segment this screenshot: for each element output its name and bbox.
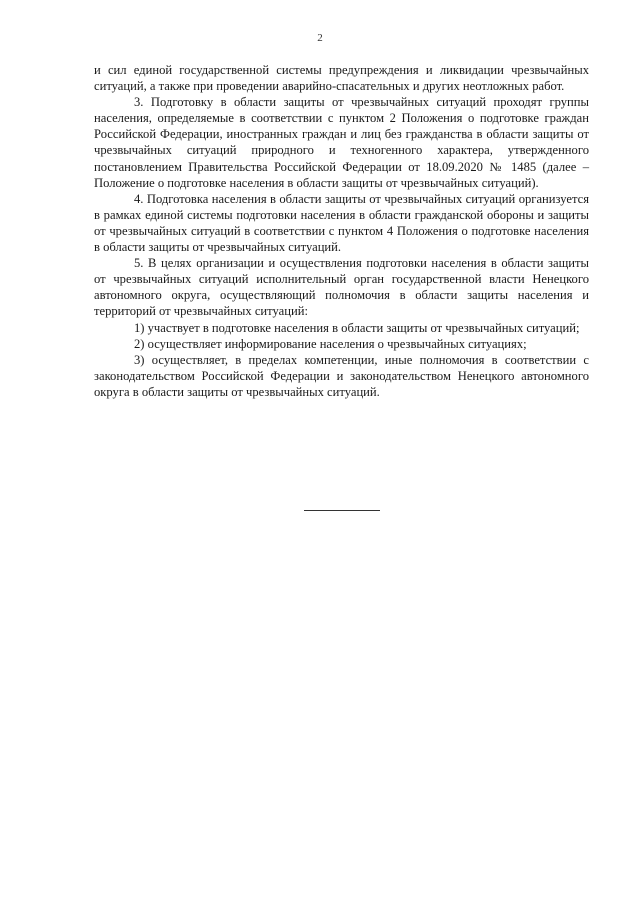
paragraph-3: 3. Подготовку в области защиты от чрезвычайных ситуаций проходят группы населения, определяемые в соответствии с пунктом 2 Положения о подготовке граждан Российской Федерации, иностранных граждан и лиц без гражданства в области защиты от чрезвычайных ситуаций природного и техногенного характера, утвержденного постановлением Правительства Российской Федерации от 18.09.2020 № 1485 (далее – Положение о подготовке населения в области защиты от чрезвычайных ситуаций). [94, 95, 589, 190]
list-item-2: 2) осуществляет информирование населения о чрезвычайных ситуациях; [134, 336, 527, 351]
page-number: 2 [317, 32, 323, 44]
paragraph-4: 4. Подготовка населения в области защиты от чрезвычайных ситуаций организуется в рамках единой системы подготовки населения в области гражданской обороны и защиты от чрезвычайных ситуаций в соответствии с пунктом 4 Положения о подготовке населения в области защиты от чрезвычайных ситуаций. [94, 191, 589, 255]
paragraph-continuation: и сил единой государственной системы предупреждения и ликвидации чрезвычайных ситуаций, а также при проведении аварийно-спасательных и других неотложных работ. [94, 63, 589, 94]
end-of-document-line [304, 510, 380, 511]
document-body [94, 62, 589, 400]
list-item-3: 3) осуществляет, в пределах компетенции, иные полномочия в соответствии с законодательством Российской Федерации и законодательством Ненецкого автономного округа в области защиты от чрезвычайных ситуаций. [94, 352, 589, 399]
paragraph-5: 5. В целях организации и осуществления подготовки населения в области защиты от чрезвычайных ситуаций исполнительный орган государственной власти Ненецкого автономного округа, осуществляющий полномочия в области защиты населения и территорий от чрезвычайных ситуаций: [94, 256, 589, 319]
list-item-1: 1) участвует в подготовке населения в области защиты от чрезвычайных ситуаций; [134, 320, 580, 335]
